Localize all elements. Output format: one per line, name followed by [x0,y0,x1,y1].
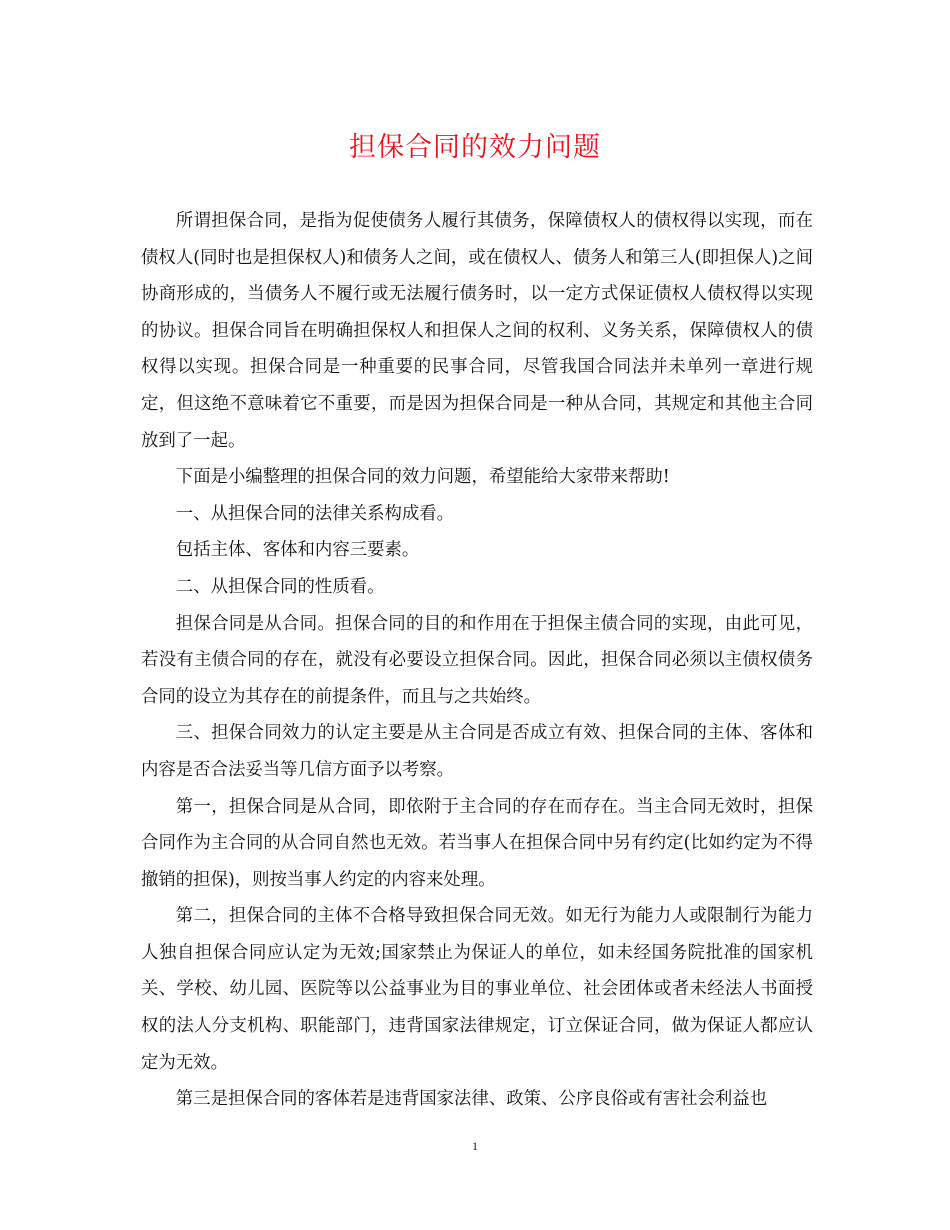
paragraph-section-3-heading: 三、担保合同效力的认定主要是从主合同是否成立有效、担保合同的主体、客体和内容是否合法妥当等几信方面予以考察。 [141,723,813,780]
document-title: 担保合同的效力问题 [349,132,601,163]
paragraph-section-2-heading: 二、从担保合同的性质看。 [175,576,385,597]
paragraph-section-2-body: 担保合同是从合同。担保合同的目的和作用在于担保主债合同的实现，由此可见，若没有主债合同的存在，就没有必要设立担保合同。因此，担保合同必须以主债权债务合同的设立为其存在的前提条件，而且与之共始终。 [141,613,813,707]
page-number: 1 [472,1139,478,1153]
paragraph-section-1-heading: 一、从担保合同的法律关系构成看。 [175,503,455,524]
paragraph-section-1-body: 包括主体、客体和内容三要素。 [175,540,420,561]
paragraph-point-3: 第三是担保合同的客体若是违背国家法律、政策、公序良俗或有害社会利益也 [175,1089,768,1110]
paragraph-point-2: 第二，担保合同的主体不合格导致担保合同无效。如无行为能力人或限制行为能力人独自担保合同应认定为无效;国家禁止为保证人的单位，如未经国务院批准的国家机关、学校、幼儿园、医院等以公益事业为目的事业单位、社会团体或者未经法人书面授权的法人分支机构、职能部门，违背国家法律规定，订立保证合同，做为保证人都应认定为无效。 [141,906,813,1073]
paragraph-intro: 所谓担保合同，是指为促使债务人履行其债务，保障债权人的债权得以实现，而在债权人(同时也是担保权人)和债务人之间，或在债权人、债务人和第三人(即担保人)之间协商形成的，当债务人不履行或无法履行债务时，以一定方式保证债权人债权得以实现的协议。担保合同旨在明确担保权人和担保人之间的权利、义务关系，保障债权人的债权得以实现。担保合同是一种重要的民事合同，尽管我国合同法并未单列一章进行规定，但这绝不意味着它不重要，而是因为担保合同是一种从合同，其规定和其他主合同放到了一起。 [141,211,813,451]
document-body [141,203,813,1118]
paragraph-preface: 下面是小编整理的担保合同的效力问题，希望能给大家带来帮助! [175,467,670,488]
paragraph-point-1: 第一，担保合同是从合同，即依附于主合同的存在而存在。当主合同无效时，担保合同作为主合同的从合同自然也无效。若当事人在担保合同中另有约定(比如约定为不得撤销的担保)，则按当事人约定的内容来处理。 [141,796,813,890]
